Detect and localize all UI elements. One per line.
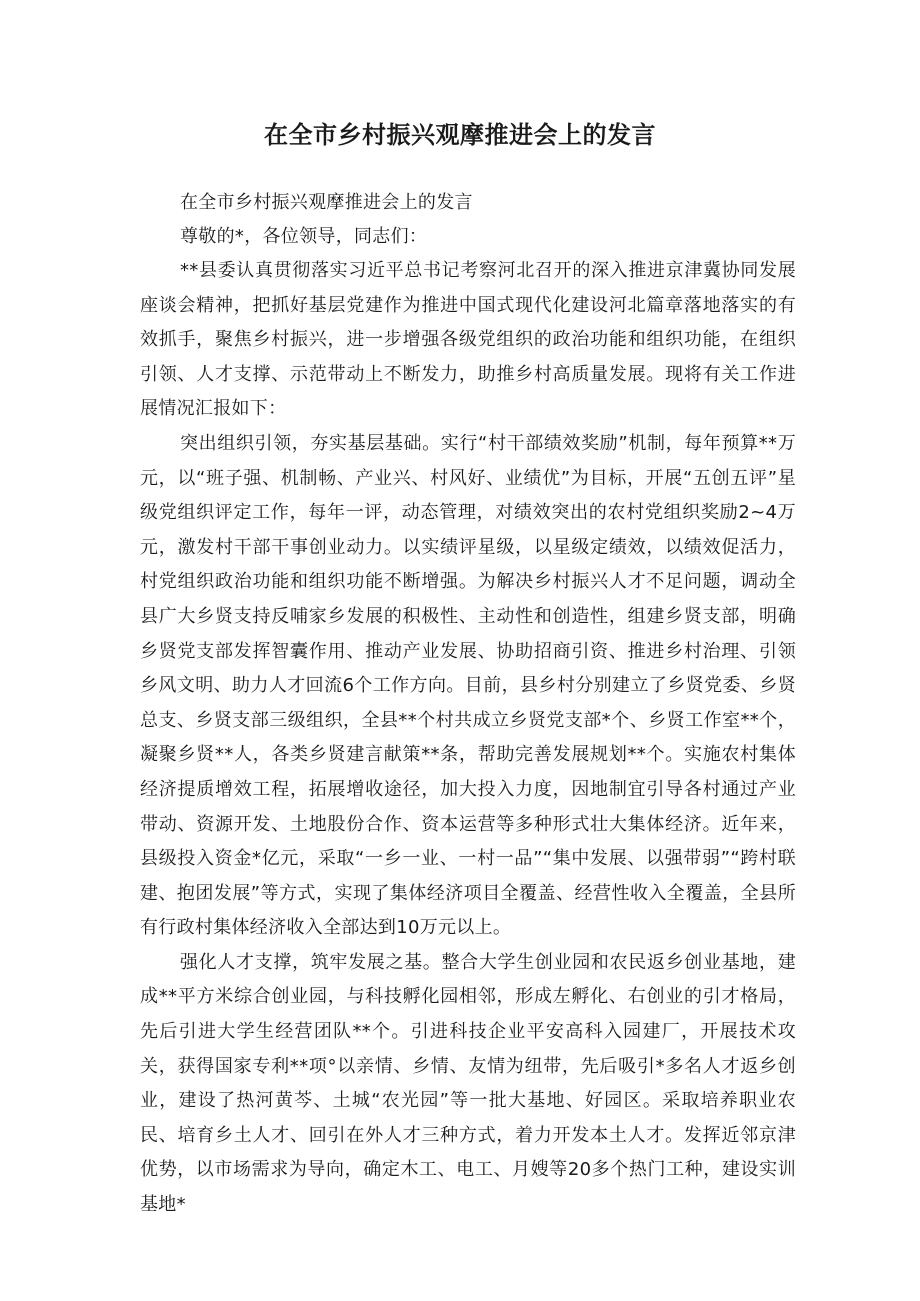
document-title: 在全市乡村振兴观摩推进会上的发言 [264, 121, 656, 149]
document-body [140, 186, 796, 1223]
paragraph-intro: **县委认真贯彻落实习近平总书记考察河北召开的深入推进京津冀协同发展座谈会精神，把抓好基层党建作为推进中国式现代化建设河北篇章落地落实的有效抓手，聚焦乡村振兴，进一步增强各级党组织的政治功能和组织功能，在组织引领、人才支撑、示范带动上不断发力，助推乡村高质量发展。现将有关工作进展情况汇报如下： [140, 260, 796, 420]
document-subtitle: 在全市乡村振兴观摩推进会上的发言 [180, 192, 473, 213]
salutation: 尊敬的*，各位领导，同志们： [180, 226, 428, 247]
paragraph-organization: 突出组织引领，夯实基层基础。实行“村干部绩效奖励”机制，每年预算**万元，以“班子强、机制畅、产业兴、村风好、业绩优”为目标，开展“五创五评”星级党组织评定工作，每年一评，动态管理，对绩效突出的农村党组织奖励2~4万元，激发村干部干事创业动力。以实绩评星级，以星级定绩效，以绩效促活力，村党组织政治功能和组织功能不断增强。为解决乡村振兴人才不足问题，调动全县广大乡贤支持反哺家乡发展的积极性、主动性和创造性，组建乡贤支部，明确乡贤党支部发挥智囊作用、推动产业发展、协助招商引资、推进乡村治理、引领乡风文明、助力人才回流6个工作方向。目前，县乡村分别建立了乡贤党委、乡贤总支、乡贤支部三级组织，全县**个村共成立乡贤党支部*个、乡贤工作室**个，凝聚乡贤**人，各类乡贤建言献策**条，帮助完善发展规划**个。实施农村集体经济提质增效工程，拓展增收途径，加大投入力度，因地制宜引导各村通过产业带动、资源开发、土地股份合作、资本运营等多种形式壮大集体经济。近年来，县级投入资金*亿元，采取“一乡一业、一村一品”“集中发展、以强带弱”“跨村联建、抱团发展”等方式，实现了集体经济项目全覆盖、经营性收入全覆盖，全县所有行政村集体经济收入全部达到10万元以上。 [140, 432, 796, 939]
paragraph-talent: 强化人才支撑，筑牢发展之基。整合大学生创业园和农民返乡创业基地，建成**平方米综合创业园，与科技孵化园相邻，形成左孵化、右创业的引才格局，先后引进大学生经营团队**个。引进科技企业平安高科入园建厂，开展技术攻关，获得国家专利**项°以亲情、乡情、友情为纽带，先后吸引*多名人才返乡创业，建设了热河黄芩、土城“农光园”等一批大基地、好园区。采取培养职业农民、培育乡土人才、回引在外人才三种方式，着力开发本土人才。发挥近邻京津优势，以市场需求为导向，确定木工、电工、月嫂等20多个热门工种，建设实训基地* [140, 951, 796, 1216]
